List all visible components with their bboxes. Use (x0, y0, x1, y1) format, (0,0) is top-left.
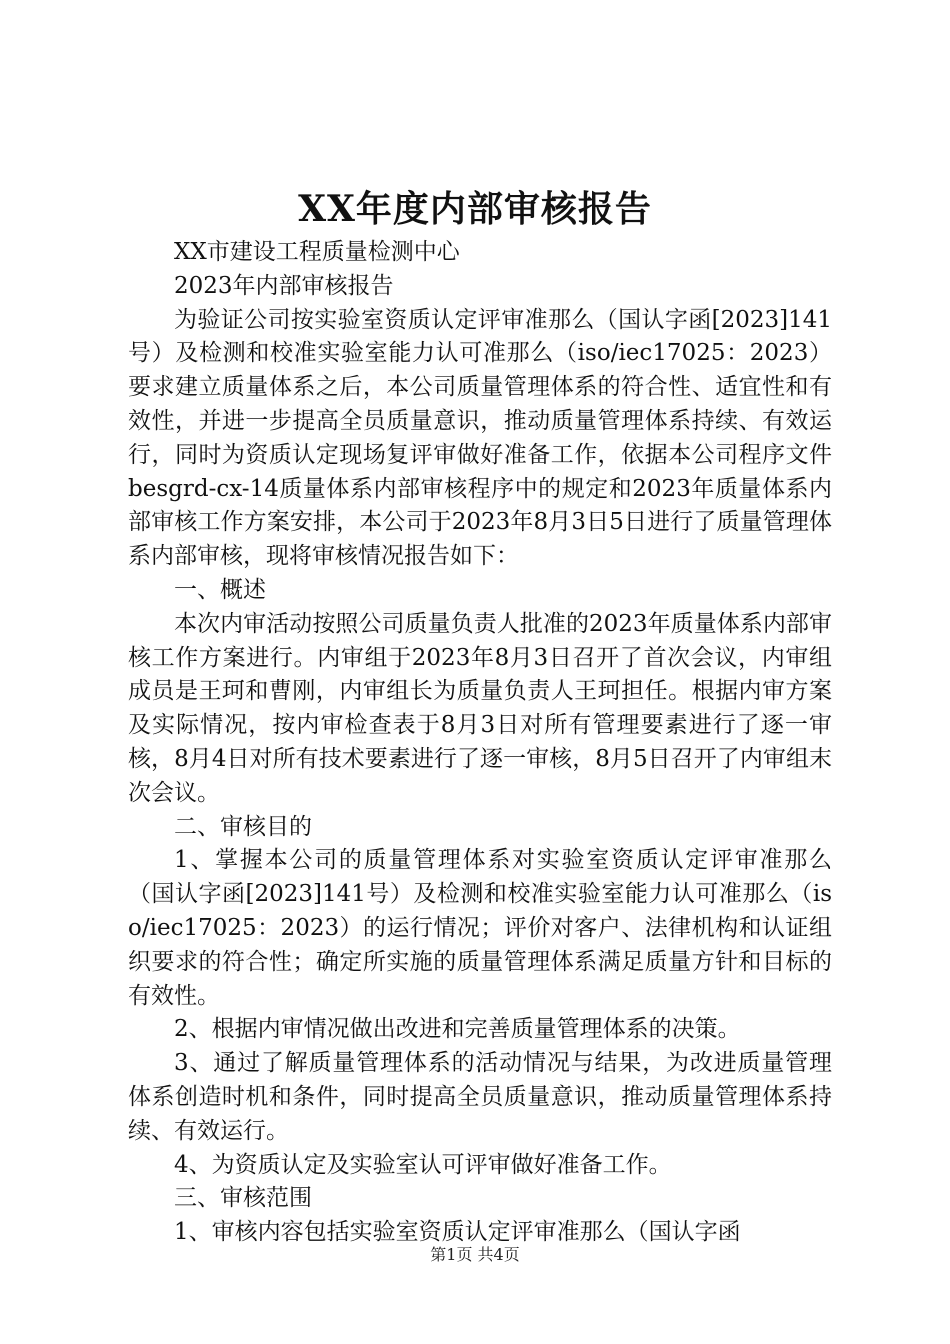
section-heading-overview: 一、概述 (174, 576, 266, 603)
purpose-item-2: 2、根据内审情况做出改进和完善质量管理体系的决策。 (174, 1016, 741, 1043)
organization-name: XX市建设工程质量检测中心 (174, 239, 460, 265)
purpose-item-1: 1、掌握本公司的质量管理体系对实验室资质认定评审准那么（国认字函[2023]141号）及检测和校准实验室能力认可准那么（iso/iec17025：2023）的运行情况；评价对客户、法律机构和认证组织要求的符合性；确定所实施的质量管理体系满足质量方针和目标的有效性。 (128, 847, 832, 1009)
page-footer: 第1页 共4页 (430, 1245, 520, 1264)
intro-paragraph: 为验证公司按实验室资质认定评审准那么（国认字函[2023]141号）及检测和校准实验室能力认可准那么（iso/iec17025：2023）要求建立质量体系之后，本公司质量管理体系的符合性、适宜性和有效性，并进一步提高全员质量意识，推动质量管理体系持续、有效运行，同时为资质认定现场复评审做好准备工作，依据本公司程序文件besgrd-cx-14质量体系内部审核程序中的规定和2023年质量体系内部审核工作方案安排，本公司于2023年8月3日5日进行了质量管理体系内部审核，现将审核情况报告如下： (128, 306, 832, 570)
section-heading-scope: 三、审核范围 (174, 1185, 312, 1212)
purpose-item-3: 3、通过了解质量管理体系的活动情况与结果，为改进质量管理体系创造时机和条件，同时提高全员质量意识，推动质量管理体系持续、有效运行。 (128, 1050, 832, 1144)
document-body (128, 236, 832, 1250)
section-heading-purpose: 二、审核目的 (174, 813, 312, 840)
scope-item-1: 1、审核内容包括实验室资质认定评审准那么（国认字函 (174, 1219, 741, 1246)
overview-paragraph: 本次内审活动按照公司质量负责人批准的2023年质量体系内部审核工作方案进行。内审组于2023年8月3日召开了首次会议，内审组成员是王珂和曹刚，内审组长为质量负责人王珂担任。根据内审方案及实际情况，按内审检查表于8月3日对所有管理要素进行了逐一审核，8月4日对所有技术要素进行了逐一审核，8月5日召开了内审组末次会议。 (128, 610, 832, 806)
purpose-item-4: 4、为资质认定及实验室认可评审做好准备工作。 (174, 1151, 672, 1178)
document-title: XX年度内部审核报告 (298, 188, 652, 230)
report-subtitle: 2023年内部审核报告 (174, 272, 394, 299)
